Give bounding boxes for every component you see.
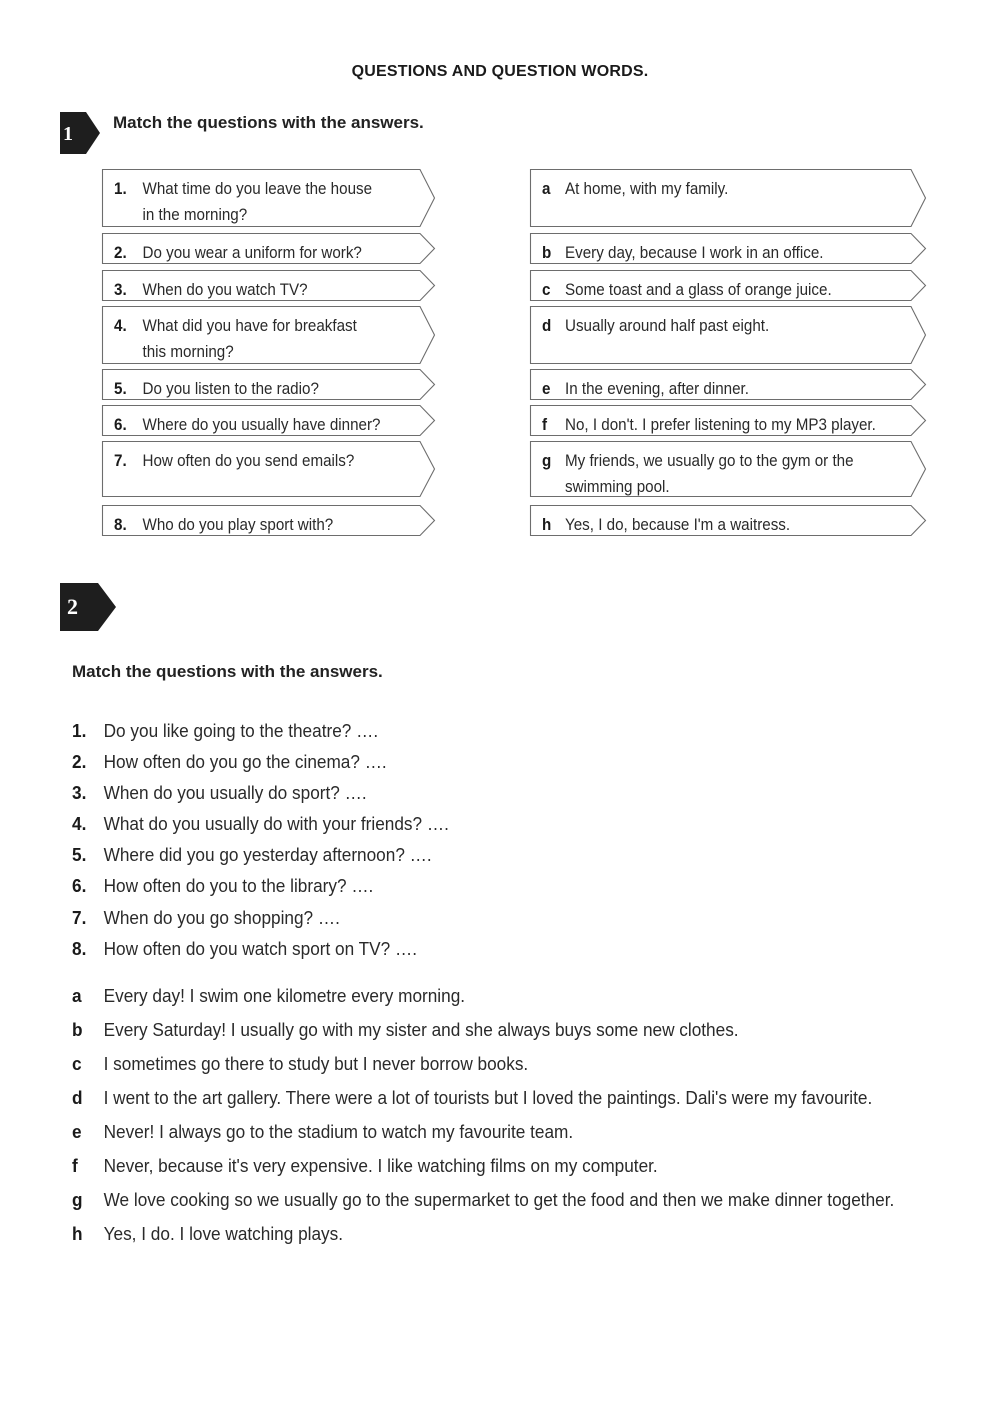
ex2-question-1 [72, 715, 449, 746]
answer-box-2 [530, 233, 926, 264]
answer-text: Yes, I do, because I'm a waitress. [565, 516, 791, 534]
answer-box-4 [530, 306, 926, 364]
answer-text: No, I don't. I prefer listening to my MP3 player. [565, 416, 876, 434]
question-text: What time do you leave the house [142, 180, 373, 198]
ex2-answer-key: h [72, 1223, 83, 1244]
question-text: Do you listen to the radio? [142, 380, 319, 398]
ex2-question-key: 5. [72, 844, 87, 866]
question-key: 1. [114, 180, 127, 198]
question-key: 6. [114, 416, 127, 434]
answer-key: c [542, 281, 551, 299]
ex2-question-text: How often do you to the library? …. [103, 875, 374, 897]
question-box-1 [102, 169, 435, 227]
ex2-question-key: 3. [72, 782, 87, 804]
question-text: When do you watch TV? [142, 281, 308, 299]
ex2-answer-key: f [72, 1155, 78, 1176]
ex2-question-5 [72, 839, 449, 870]
answer-key: a [542, 180, 551, 198]
question-box-7 [102, 441, 435, 497]
ex2-answer-key: b [72, 1019, 83, 1040]
answer-box-8 [530, 505, 926, 536]
answer-box-1 [530, 169, 926, 227]
ex2-answer-text: Every day! I swim one kilometre every morning. [103, 985, 466, 1006]
ex2-answer-text: I went to the art gallery. There were a lot of tourists but I loved the paintings. Dali's were my favourite. [103, 1087, 873, 1108]
ex2-answer-5 [72, 1115, 894, 1149]
ex2-question-text: When do you go shopping? …. [103, 906, 340, 928]
question-key: 2. [114, 244, 127, 262]
ex2-question-8 [72, 933, 449, 964]
answer-text: Some toast and a glass of orange juice. [565, 281, 832, 299]
question-box-2 [102, 233, 435, 264]
answer-key: b [542, 244, 552, 262]
ex2-answer-text: Never, because it's very expensive. I like watching films on my computer. [103, 1155, 658, 1176]
question-key: 3. [114, 281, 127, 299]
question-text: in the morning? [142, 206, 248, 224]
answer-key: d [542, 317, 552, 335]
answer-key: e [542, 380, 551, 398]
answer-text: swimming pool. [565, 478, 670, 496]
exercise-2-instruction: Match the questions with the answers. [72, 662, 383, 681]
ex2-answer-6 [72, 1149, 894, 1183]
ex2-answer-key: d [72, 1087, 83, 1108]
ex2-question-7 [72, 902, 449, 933]
exercise-2-number: 2 [67, 594, 78, 619]
answer-box-6 [530, 405, 926, 436]
question-key: 5. [114, 380, 127, 398]
ex2-question-text: Where did you go yesterday afternoon? …. [103, 844, 432, 866]
exercise-1-number: 1 [63, 123, 73, 145]
answer-text: Usually around half past eight. [565, 317, 770, 335]
ex2-answer-2 [72, 1013, 894, 1047]
answer-text: In the evening, after dinner. [565, 380, 749, 398]
ex2-answer-7 [72, 1183, 894, 1217]
ex2-question-key: 4. [72, 813, 87, 835]
question-text: Who do you play sport with? [142, 516, 334, 534]
answer-text: At home, with my family. [565, 180, 729, 198]
question-text: Where do you usually have dinner? [142, 416, 381, 434]
question-box-4 [102, 306, 435, 364]
question-text: What did you have for breakfast [142, 317, 357, 335]
question-text: How often do you send emails? [142, 452, 355, 470]
answer-box-3 [530, 270, 926, 301]
ex2-question-text: How often do you watch sport on TV? …. [103, 937, 417, 959]
question-box-3 [102, 270, 435, 301]
ex2-question-key: 1. [72, 720, 87, 741]
ex2-question-text: When do you usually do sport? …. [103, 782, 367, 804]
answer-key: f [542, 416, 548, 434]
ex2-question-6 [72, 870, 449, 901]
ex2-answer-1 [72, 979, 894, 1013]
ex2-question-4 [72, 808, 449, 839]
ex2-question-key: 2. [72, 751, 87, 773]
ex2-answer-text: Never! I always go to the stadium to watch my favourite team. [103, 1121, 574, 1142]
ex2-question-text: Do you like going to the theatre? …. [103, 720, 379, 741]
page-title: QUESTIONS AND QUESTION WORDS. [351, 63, 649, 80]
question-key: 7. [114, 452, 127, 470]
answer-text: Every day, because I work in an office. [565, 244, 824, 262]
ex2-answer-key: e [72, 1121, 82, 1142]
answer-text: My friends, we usually go to the gym or the [565, 452, 854, 470]
question-key: 4. [114, 317, 127, 335]
ex2-answer-text: We love cooking so we usually go to the supermarket to get the food and then we make dinner together. [103, 1189, 895, 1210]
exercise-1-instruction: Match the questions with the answers. [113, 113, 424, 132]
ex2-answer-text: I sometimes go there to study but I never borrow books. [103, 1053, 529, 1074]
answer-key: g [542, 452, 552, 470]
ex2-answer-text: Yes, I do. I love watching plays. [103, 1223, 344, 1244]
exercise-2-questions [72, 715, 477, 964]
ex2-question-key: 7. [72, 906, 87, 928]
answer-box-5 [530, 369, 926, 400]
ex2-question-text: What do you usually do with your friends? …. [103, 813, 449, 835]
ex2-answer-3 [72, 1047, 894, 1081]
exercise-2-badge [60, 583, 116, 631]
question-box-6 [102, 405, 435, 436]
ex2-answer-key: c [72, 1053, 82, 1074]
question-box-8 [102, 505, 435, 536]
ex2-question-3 [72, 777, 449, 808]
ex2-question-key: 8. [72, 937, 87, 959]
ex2-answer-8 [72, 1217, 894, 1251]
answer-key: h [542, 516, 552, 534]
question-text: this morning? [142, 343, 234, 361]
ex2-answer-text: Every Saturday! I usually go with my sister and she always buys some new clothes. [103, 1019, 739, 1040]
ex2-question-2 [72, 746, 449, 777]
question-box-5 [102, 369, 435, 400]
ex2-question-key: 6. [72, 875, 87, 897]
answer-box-7 [530, 441, 926, 497]
ex2-answer-key: a [72, 985, 82, 1006]
ex2-answer-4 [72, 1081, 894, 1115]
exercise-2-answers [72, 979, 956, 1251]
exercise-1-badge [60, 112, 102, 154]
question-key: 8. [114, 516, 127, 534]
question-text: Do you wear a uniform for work? [142, 244, 362, 262]
ex2-question-text: How often do you go the cinema? …. [103, 751, 387, 773]
ex2-answer-key: g [72, 1189, 83, 1210]
